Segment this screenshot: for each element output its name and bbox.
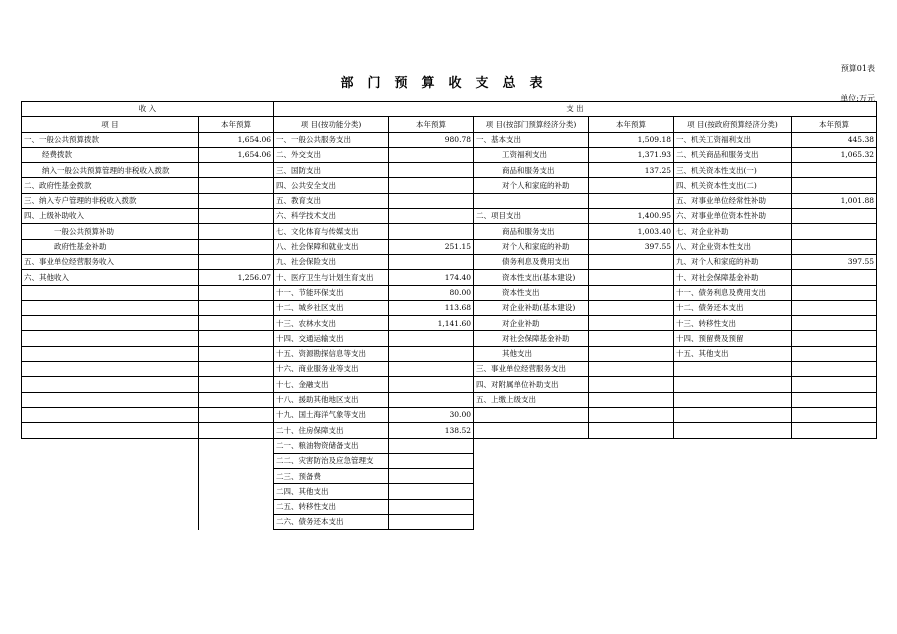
income-item-cell — [22, 392, 199, 407]
income-item-cell — [22, 346, 199, 361]
gov-item-cell: 八、对企业资本性支出 — [674, 239, 792, 254]
table-row — [22, 163, 877, 178]
function-item-cell: 九、社会保险支出 — [274, 254, 389, 269]
empty-cell — [674, 469, 792, 484]
function-budget-cell — [389, 362, 474, 377]
dept-budget-cell — [589, 331, 674, 346]
function-item-cell: 二五、转移性支出 — [274, 499, 389, 514]
unit-label: 单位:万元 — [840, 94, 875, 103]
income-budget-cell: 1,654.06 — [199, 132, 274, 147]
function-item-cell: 十九、国土海洋气象等支出 — [274, 407, 389, 422]
dept-budget-cell — [589, 193, 674, 208]
income-item-cell: 二、政府性基金拨款 — [22, 178, 199, 193]
dept-budget-header: 本年预算 — [589, 117, 674, 132]
income-item-cell — [22, 407, 199, 422]
income-budget-cell — [199, 193, 274, 208]
gov-budget-cell: 397.55 — [792, 254, 877, 269]
function-item-cell: 二十、住房保障支出 — [274, 423, 389, 438]
income-budget-cell — [199, 499, 274, 514]
function-item-cell: 三、国防支出 — [274, 163, 389, 178]
table-row — [22, 392, 877, 407]
gov-budget-cell: 1,001.88 — [792, 193, 877, 208]
dept-item-header: 项 目(按部门预算经济分类) — [474, 117, 589, 132]
empty-cell — [792, 484, 877, 499]
income-item-cell: 六、其他收入 — [22, 270, 199, 285]
function-item-cell: 八、社会保障和就业支出 — [274, 239, 389, 254]
income-budget-cell — [199, 438, 274, 453]
income-item-cell: 政府性基金补助 — [22, 239, 199, 254]
dept-budget-cell: 137.25 — [589, 163, 674, 178]
function-budget-cell — [389, 453, 474, 468]
function-item-cell: 十六、商业服务业等支出 — [274, 362, 389, 377]
income-budget-cell — [199, 285, 274, 300]
empty-cell — [474, 438, 589, 453]
function-item-cell: 七、文化体育与传媒支出 — [274, 224, 389, 239]
dept-budget-cell — [589, 392, 674, 407]
function-budget-cell: 80.00 — [389, 285, 474, 300]
empty-cell — [474, 453, 589, 468]
table-row — [22, 377, 877, 392]
empty-cell — [589, 469, 674, 484]
dept-budget-cell — [589, 270, 674, 285]
empty-cell — [474, 484, 589, 499]
function-budget-cell — [389, 224, 474, 239]
table-row — [22, 331, 877, 346]
function-budget-cell: 980.78 — [389, 132, 474, 147]
gov-budget-cell — [792, 362, 877, 377]
gov-item-cell: 十三、转移性支出 — [674, 316, 792, 331]
dept-item-cell: 商品和服务支出 — [474, 224, 589, 239]
gov-item-cell: 二、机关商品和服务支出 — [674, 147, 792, 162]
function-budget-cell — [389, 484, 474, 499]
table-row — [22, 193, 877, 208]
gov-item-cell: 十一、债务利息及费用支出 — [674, 285, 792, 300]
income-budget-cell — [199, 239, 274, 254]
gov-budget-cell — [792, 423, 877, 438]
function-item-cell: 十三、农林水支出 — [274, 316, 389, 331]
dept-item-cell: 对企业补助(基本建设) — [474, 300, 589, 315]
table-row — [22, 515, 877, 530]
function-item-cell: 六、科学技术支出 — [274, 209, 389, 224]
function-budget-cell — [389, 163, 474, 178]
dept-item-cell: 其他支出 — [474, 346, 589, 361]
gov-item-header: 项 目(按政府预算经济分类) — [674, 117, 792, 132]
income-budget-cell — [199, 163, 274, 178]
gov-item-cell — [674, 377, 792, 392]
gov-item-cell — [674, 407, 792, 422]
income-item-cell — [22, 453, 199, 468]
dept-budget-cell: 1,509.18 — [589, 132, 674, 147]
dept-budget-cell — [589, 407, 674, 422]
gov-item-cell: 六、对事业单位资本性补助 — [674, 209, 792, 224]
income-budget-cell — [199, 316, 274, 331]
gov-item-cell: 十二、债务还本支出 — [674, 300, 792, 315]
gov-item-cell: 十四、预留费及预留 — [674, 331, 792, 346]
income-item-cell — [22, 469, 199, 484]
income-header: 收 入 — [22, 102, 274, 117]
income-budget-cell — [199, 469, 274, 484]
income-budget-cell — [199, 453, 274, 468]
dept-budget-cell — [589, 254, 674, 269]
income-budget-cell — [199, 362, 274, 377]
table-row — [22, 254, 877, 269]
table-row — [22, 469, 877, 484]
function-item-cell: 五、教育支出 — [274, 193, 389, 208]
income-item-cell — [22, 285, 199, 300]
function-budget-cell — [389, 515, 474, 530]
income-budget-cell — [199, 377, 274, 392]
empty-cell — [792, 469, 877, 484]
table-row — [22, 484, 877, 499]
income-budget-cell — [199, 178, 274, 193]
function-item-cell: 二四、其他支出 — [274, 484, 389, 499]
function-budget-cell: 138.52 — [389, 423, 474, 438]
function-budget-cell — [389, 193, 474, 208]
empty-cell — [792, 515, 877, 530]
gov-item-cell: 一、机关工资福利支出 — [674, 132, 792, 147]
dept-item-cell: 对社会保障基金补助 — [474, 331, 589, 346]
dept-budget-cell — [589, 362, 674, 377]
dept-budget-cell — [589, 377, 674, 392]
table-row — [22, 239, 877, 254]
income-budget-cell: 1,654.06 — [199, 147, 274, 162]
gov-budget-cell — [792, 178, 877, 193]
empty-cell — [792, 499, 877, 514]
dept-budget-cell — [589, 423, 674, 438]
table-row — [22, 270, 877, 285]
income-item-cell — [22, 484, 199, 499]
dept-budget-cell: 1,003.40 — [589, 224, 674, 239]
function-budget-cell — [389, 346, 474, 361]
gov-item-cell: 十五、其他支出 — [674, 346, 792, 361]
gov-item-cell: 五、对事业单位经常性补助 — [674, 193, 792, 208]
dept-item-cell: 对企业补助 — [474, 316, 589, 331]
function-budget-cell — [389, 392, 474, 407]
income-item-cell — [22, 377, 199, 392]
income-item-cell — [22, 499, 199, 514]
function-budget-cell — [389, 377, 474, 392]
empty-cell — [589, 484, 674, 499]
empty-cell — [474, 469, 589, 484]
function-item-cell: 十一、节能环保支出 — [274, 285, 389, 300]
dept-item-cell: 资本性支出 — [474, 285, 589, 300]
table-row — [22, 453, 877, 468]
gov-budget-cell — [792, 407, 877, 422]
dept-budget-cell — [589, 316, 674, 331]
income-budget-header: 本年预算 — [199, 117, 274, 132]
budget-table — [21, 101, 877, 530]
income-item-cell: 四、上级补助收入 — [22, 209, 199, 224]
empty-cell — [589, 515, 674, 530]
function-item-cell: 十、医疗卫生与计划生育支出 — [274, 270, 389, 285]
empty-cell — [589, 453, 674, 468]
function-budget-cell: 251.15 — [389, 239, 474, 254]
function-budget-header: 本年预算 — [389, 117, 474, 132]
income-budget-cell — [199, 392, 274, 407]
gov-budget-cell — [792, 316, 877, 331]
dept-budget-cell: 1,371.93 — [589, 147, 674, 162]
table-row — [22, 209, 877, 224]
table-row — [22, 147, 877, 162]
gov-item-cell — [674, 423, 792, 438]
income-item-cell — [22, 362, 199, 377]
gov-budget-cell — [792, 346, 877, 361]
income-item-cell: 一、一般公共预算拨款 — [22, 132, 199, 147]
dept-item-cell: 四、对附属单位补助支出 — [474, 377, 589, 392]
dept-budget-cell: 397.55 — [589, 239, 674, 254]
function-budget-cell — [389, 331, 474, 346]
function-item-cell: 十四、交通运输支出 — [274, 331, 389, 346]
income-budget-cell — [199, 423, 274, 438]
empty-cell — [589, 438, 674, 453]
income-item-cell: 五、事业单位经营服务收入 — [22, 254, 199, 269]
table-row — [22, 362, 877, 377]
function-item-cell: 十五、资源勘探信息等支出 — [274, 346, 389, 361]
table-row — [22, 132, 877, 147]
empty-cell — [674, 438, 792, 453]
function-item-cell: 二二、灾害防治及应急管理支 — [274, 453, 389, 468]
function-budget-cell — [389, 147, 474, 162]
gov-budget-cell: 1,065.32 — [792, 147, 877, 162]
income-item-cell — [22, 515, 199, 530]
function-item-cell: 四、公共安全支出 — [274, 178, 389, 193]
expense-header: 支 出 — [274, 102, 877, 117]
gov-budget-cell — [792, 270, 877, 285]
gov-item-cell: 三、机关资本性支出(一) — [674, 163, 792, 178]
dept-item-cell: 商品和服务支出 — [474, 163, 589, 178]
table-row — [22, 499, 877, 514]
empty-cell — [792, 453, 877, 468]
function-budget-cell: 1,141.60 — [389, 316, 474, 331]
page-title: 部门预算收支总表 — [340, 76, 557, 91]
income-item-cell: 纳入一般公共预算管理的非税收入拨款 — [22, 163, 199, 178]
dept-item-cell: 资本性支出(基本建设) — [474, 270, 589, 285]
empty-cell — [589, 499, 674, 514]
dept-item-cell — [474, 423, 589, 438]
function-item-cell: 十二、城乡社区支出 — [274, 300, 389, 315]
function-budget-cell: 113.68 — [389, 300, 474, 315]
dept-budget-cell — [589, 178, 674, 193]
income-budget-cell — [199, 300, 274, 315]
income-item-cell: 经费拨款 — [22, 147, 199, 162]
income-item-cell — [22, 316, 199, 331]
function-item-header: 项 目(按功能分类) — [274, 117, 389, 132]
function-item-cell: 二三、预备费 — [274, 469, 389, 484]
function-budget-cell — [389, 254, 474, 269]
function-item-cell: 二、外交支出 — [274, 147, 389, 162]
gov-budget-cell — [792, 163, 877, 178]
gov-item-cell: 十、对社会保障基金补助 — [674, 270, 792, 285]
dept-item-cell — [474, 407, 589, 422]
gov-budget-cell — [792, 224, 877, 239]
table-row — [22, 285, 877, 300]
income-budget-cell: 1,256.07 — [199, 270, 274, 285]
income-item-cell — [22, 331, 199, 346]
gov-item-cell: 九、对个人和家庭的补助 — [674, 254, 792, 269]
table-row — [22, 178, 877, 193]
gov-budget-cell — [792, 377, 877, 392]
income-budget-cell — [199, 331, 274, 346]
gov-item-cell — [674, 392, 792, 407]
table-row — [22, 438, 877, 453]
function-budget-cell: 174.40 — [389, 270, 474, 285]
table-row — [22, 346, 877, 361]
income-budget-cell — [199, 346, 274, 361]
gov-item-cell: 四、机关资本性支出(二) — [674, 178, 792, 193]
gov-budget-header: 本年预算 — [792, 117, 877, 132]
income-item-cell: 三、纳入专户管理的非税收入拨款 — [22, 193, 199, 208]
dept-item-cell — [474, 193, 589, 208]
form-code: 预算01表 — [840, 64, 875, 73]
dept-item-cell: 债务利息及费用支出 — [474, 254, 589, 269]
income-item-cell: 一般公共预算补助 — [22, 224, 199, 239]
income-item-cell — [22, 300, 199, 315]
gov-budget-cell — [792, 239, 877, 254]
income-budget-cell — [199, 209, 274, 224]
empty-cell — [474, 515, 589, 530]
function-item-cell: 二六、债务还本支出 — [274, 515, 389, 530]
income-budget-cell — [199, 484, 274, 499]
function-budget-cell — [389, 499, 474, 514]
table-row — [22, 316, 877, 331]
function-item-cell: 二一、粮油物资储备支出 — [274, 438, 389, 453]
dept-item-cell: 工资福利支出 — [474, 147, 589, 162]
income-budget-cell — [199, 407, 274, 422]
empty-cell — [674, 453, 792, 468]
gov-item-cell: 七、对企业补助 — [674, 224, 792, 239]
table-row — [22, 300, 877, 315]
income-item-header: 项 目 — [22, 117, 199, 132]
income-item-cell — [22, 438, 199, 453]
dept-item-cell: 三、事业单位经营服务支出 — [474, 362, 589, 377]
function-item-cell: 十七、金融支出 — [274, 377, 389, 392]
gov-budget-cell — [792, 331, 877, 346]
table-row — [22, 224, 877, 239]
table-row — [22, 423, 877, 438]
function-item-cell: 十八、援助其他地区支出 — [274, 392, 389, 407]
empty-cell — [674, 484, 792, 499]
dept-item-cell: 对个人和家庭的补助 — [474, 239, 589, 254]
income-budget-cell — [199, 254, 274, 269]
empty-cell — [674, 499, 792, 514]
function-budget-cell — [389, 438, 474, 453]
dept-item-cell: 对个人和家庭的补助 — [474, 178, 589, 193]
dept-item-cell: 二、项目支出 — [474, 209, 589, 224]
dept-budget-cell — [589, 300, 674, 315]
function-budget-cell — [389, 469, 474, 484]
income-budget-cell — [199, 224, 274, 239]
empty-cell — [792, 438, 877, 453]
gov-item-cell — [674, 362, 792, 377]
dept-item-cell: 一、基本支出 — [474, 132, 589, 147]
function-budget-cell — [389, 209, 474, 224]
empty-cell — [674, 515, 792, 530]
gov-budget-cell — [792, 285, 877, 300]
gov-budget-cell — [792, 209, 877, 224]
table-row — [22, 407, 877, 422]
gov-budget-cell: 445.38 — [792, 132, 877, 147]
function-budget-cell: 30.00 — [389, 407, 474, 422]
function-budget-cell — [389, 178, 474, 193]
header-row-columns — [22, 117, 877, 132]
gov-budget-cell — [792, 392, 877, 407]
dept-budget-cell: 1,400.95 — [589, 209, 674, 224]
income-item-cell — [22, 423, 199, 438]
income-budget-cell — [199, 515, 274, 530]
dept-budget-cell — [589, 346, 674, 361]
dept-budget-cell — [589, 285, 674, 300]
function-item-cell: 一、一般公共服务支出 — [274, 132, 389, 147]
header-row-main — [22, 102, 877, 117]
gov-budget-cell — [792, 300, 877, 315]
dept-item-cell: 五、上缴上级支出 — [474, 392, 589, 407]
budget-table-body — [22, 102, 877, 530]
empty-cell — [474, 499, 589, 514]
